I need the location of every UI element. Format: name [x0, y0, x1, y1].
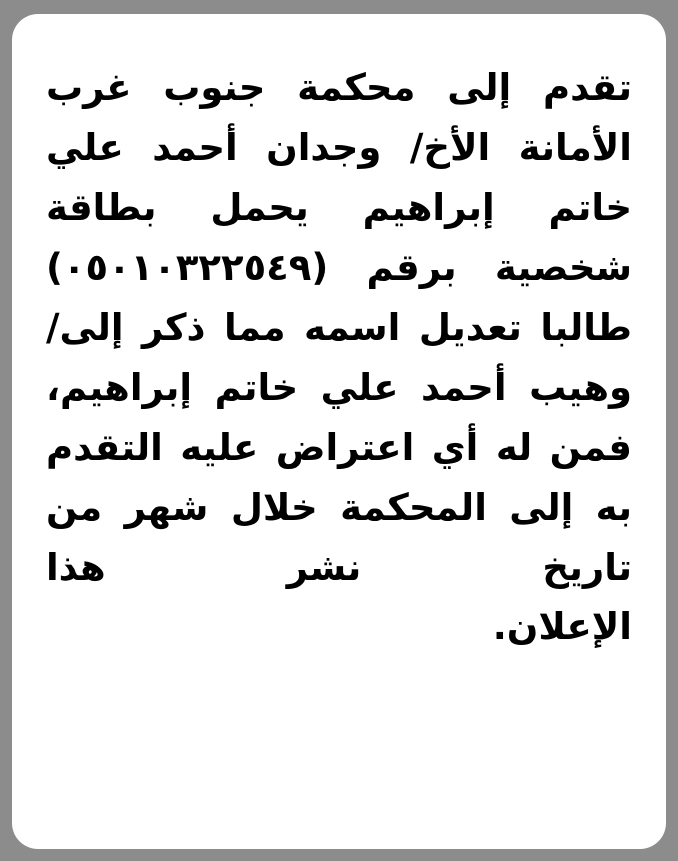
legal-notice-card — [12, 14, 666, 849]
notice-body-text: تقدم إلى محكمة جنوب غرب الأمانة الأخ/ وجدان أحمد علي خاتم إبراهيم يحمل بطاقة شخصية برقم (٠٥٠١٠٣٢٢٥٤٩) طالبا تعديل اسمه مما ذكر إلى/ وهيب أحمد علي خاتم إبراهيم، فمن له أي اعتراض عليه التقدم به إلى المحكمة خلال شهر من تاريخ نشر هذا — [46, 66, 632, 589]
notice-body-last-line: الإعلان. — [492, 605, 632, 649]
notice-body — [46, 58, 632, 657]
